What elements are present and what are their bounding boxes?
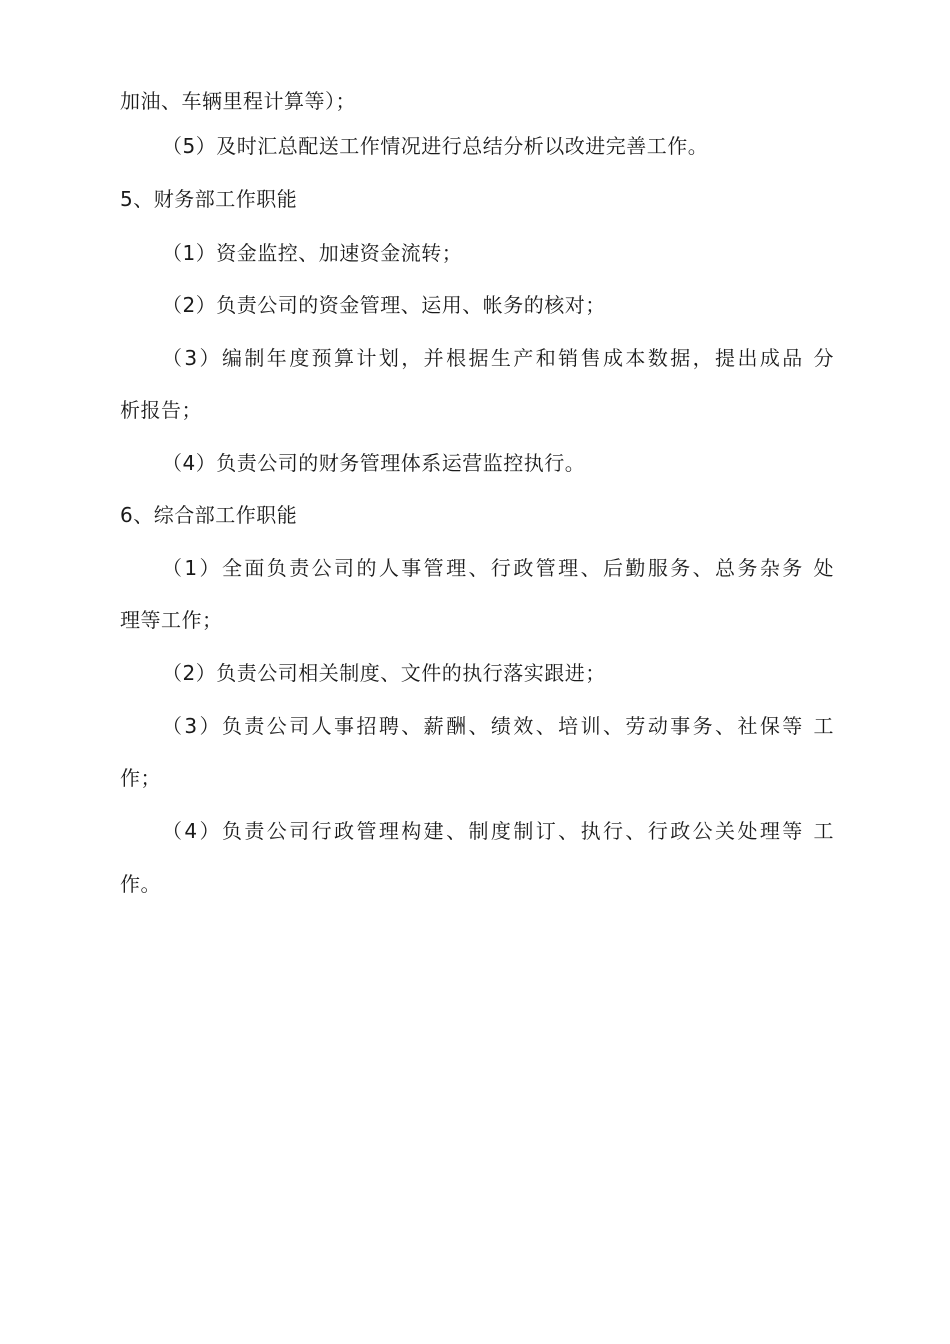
general-item-4-continuation: 作。 xyxy=(120,872,161,896)
finance-item-1: （1）资金监控、加速资金流转； xyxy=(162,241,463,265)
general-item-1: （1）全面负责公司的人事管理、行政管理、后勤服务、总务杂务 处 xyxy=(162,556,834,580)
paragraph-line-continuation: 加油、车辆里程计算等）； xyxy=(120,89,356,113)
general-item-2: （2）负责公司相关制度、文件的执行落实跟进； xyxy=(162,661,606,685)
general-item-1-continuation: 理等工作； xyxy=(120,608,223,632)
finance-item-2: （2）负责公司的资金管理、运用、帐务的核对； xyxy=(162,293,606,317)
finance-item-3: （3）编制年度预算计划，并根据生产和销售成本数据，提出成品 分 xyxy=(162,346,834,370)
section-heading-general: 6、综合部工作职能 xyxy=(120,503,298,527)
general-item-4: （4）负责公司行政管理构建、制度制订、执行、行政公关处理等 工 xyxy=(162,819,834,843)
section-heading-finance: 5、财务部工作职能 xyxy=(120,187,298,211)
delivery-item-5: （5）及时汇总配送工作情况进行总结分析以改进完善工作。 xyxy=(162,134,709,158)
finance-item-3-continuation: 析报告； xyxy=(120,398,202,422)
general-item-3-continuation: 作； xyxy=(120,766,161,790)
general-item-3: （3）负责公司人事招聘、薪酬、绩效、培训、劳动事务、社保等 工 xyxy=(162,714,834,738)
finance-item-4: （4）负责公司的财务管理体系运营监控执行。 xyxy=(162,451,586,475)
